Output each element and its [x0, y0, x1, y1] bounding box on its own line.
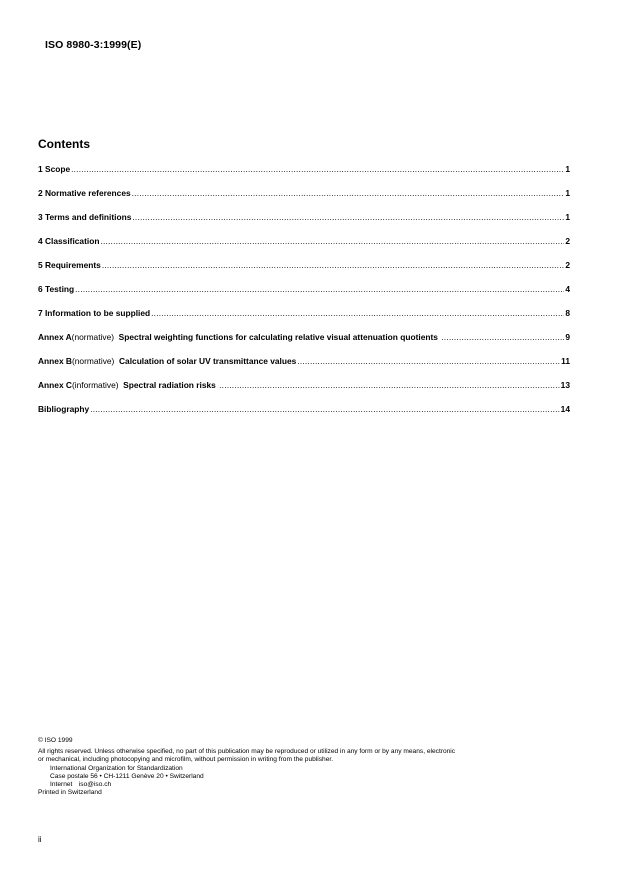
internet-label: Internet	[50, 781, 73, 789]
toc-page-number: 14	[560, 404, 570, 414]
toc-entry-label: 5 Requirements	[38, 260, 101, 270]
toc-leader-dots	[132, 188, 565, 198]
toc-annex-type: (normative)	[71, 332, 115, 342]
toc-page-number: 8	[565, 308, 570, 318]
toc-annex-type: (normative)	[71, 356, 115, 366]
toc-leader-dots	[151, 308, 564, 318]
toc-leader-dots	[71, 164, 564, 174]
toc-entry-title: Calculation of solar UV transmittance values	[114, 356, 297, 366]
toc-entry-label: Annex B	[38, 356, 72, 366]
toc-entry-label: 1 Scope	[38, 164, 71, 174]
toc-entry-label: 4 Classification	[38, 236, 100, 246]
toc-leader-dots	[90, 404, 559, 414]
toc-leader-dots	[102, 260, 564, 270]
toc-page-number: 1	[565, 188, 570, 198]
copyright-notice: © ISO 1999	[38, 737, 73, 744]
toc-entry-title: Spectral weighting functions for calculating relative visual attenuation quotients	[114, 332, 441, 342]
toc-leader-dots	[75, 284, 564, 294]
table-of-contents	[38, 164, 570, 428]
toc-entry-label: Bibliography	[38, 404, 90, 414]
toc-entry-annex-a[interactable]	[38, 332, 570, 356]
toc-leader-dots	[132, 212, 564, 222]
toc-page-number: 1	[565, 164, 570, 174]
toc-entry-title: Spectral radiation risks	[118, 380, 219, 390]
toc-entry-scope[interactable]	[38, 164, 570, 188]
toc-page-number: 13	[560, 380, 570, 390]
toc-page-number: 2	[565, 260, 570, 270]
internet-email-link[interactable]: iso@iso.ch	[78, 781, 112, 789]
contents-title: Contents	[38, 137, 90, 151]
page-number: ii	[38, 835, 42, 844]
rights-statement-line-1: All rights reserved. Unless otherwise specified, no part of this publication may be reproduced or utilized in any form or by any means, electronic	[38, 748, 456, 756]
toc-leader-dots	[219, 380, 560, 390]
toc-page-number: 1	[565, 212, 570, 222]
toc-entry-information-to-be-supplied[interactable]	[38, 308, 570, 332]
toc-entry-normative-references[interactable]	[38, 188, 570, 212]
toc-entry-classification[interactable]	[38, 236, 570, 260]
toc-entry-requirements[interactable]	[38, 260, 570, 284]
rights-statement-line-2: or mechanical, including photocopying and microfilm, without permission in writing from the publisher.	[38, 756, 334, 764]
copyright-footer	[38, 737, 583, 797]
toc-entry-annex-c[interactable]	[38, 380, 570, 404]
toc-page-number: 4	[565, 284, 570, 294]
toc-page-number: 11	[561, 356, 570, 366]
toc-leader-dots	[100, 236, 564, 246]
toc-entry-label: 2 Normative references	[38, 188, 131, 198]
toc-entry-label: 3 Terms and definitions	[38, 212, 132, 222]
toc-leader-dots	[297, 356, 560, 366]
organization-address: Case postale 56 • CH-1211 Genève 20 • Switzerland	[50, 772, 204, 780]
toc-entry-label: Annex C	[38, 380, 72, 390]
toc-entry-terms-and-definitions[interactable]	[38, 212, 570, 236]
toc-annex-type: (informative)	[71, 380, 119, 390]
toc-entry-label: 7 Information to be supplied	[38, 308, 151, 318]
organization-name: International Organization for Standardization	[50, 764, 183, 772]
document-header: ISO 8980-3:1999(E)	[45, 39, 142, 51]
toc-leader-dots	[441, 332, 564, 342]
internet-contact	[38, 781, 583, 789]
toc-entry-label: 6 Testing	[38, 284, 75, 294]
toc-entry-testing[interactable]	[38, 284, 570, 308]
toc-entry-label: Annex A	[38, 332, 72, 342]
toc-page-number: 2	[565, 236, 570, 246]
toc-entry-annex-b[interactable]	[38, 356, 570, 380]
toc-page-number: 9	[565, 332, 570, 342]
printed-in-notice: Printed in Switzerland	[38, 789, 102, 797]
toc-entry-bibliography[interactable]	[38, 404, 570, 428]
